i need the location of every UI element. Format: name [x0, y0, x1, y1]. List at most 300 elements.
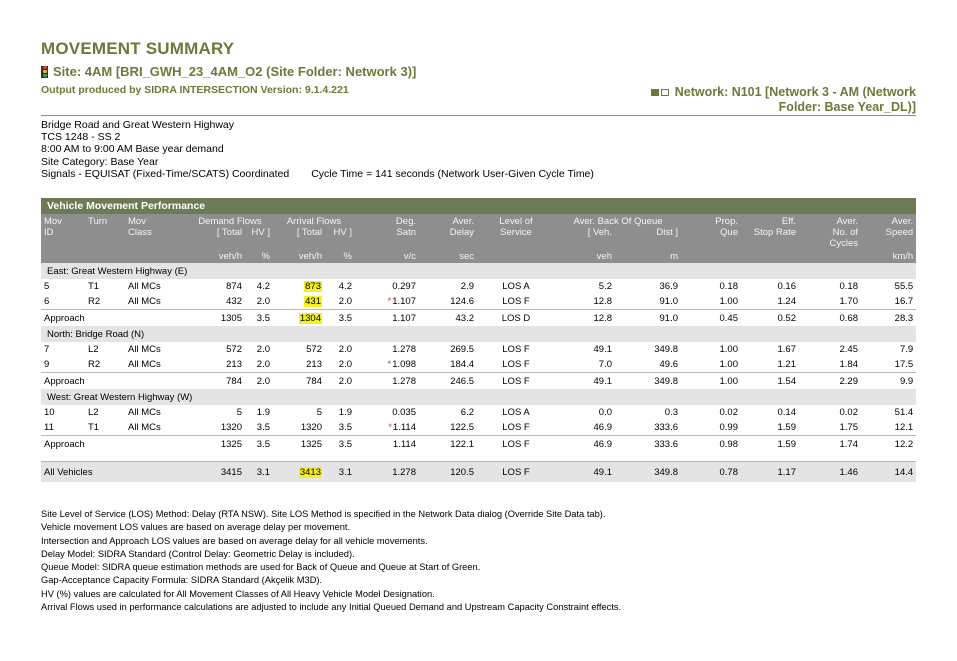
cell-value: 6.2 — [460, 407, 474, 418]
cell-dist — [615, 279, 681, 294]
traffic-signal-icon — [41, 66, 48, 78]
col-header-delay: Delay — [419, 227, 477, 238]
cell-value: 122.1 — [450, 438, 474, 450]
cell-delay — [419, 436, 477, 453]
cell-value: LOS A — [502, 281, 530, 292]
col-header-class: Class — [125, 227, 187, 238]
cell-delay — [419, 342, 477, 357]
cell-cyc — [799, 357, 861, 373]
cell-value: 49.1 — [593, 375, 612, 387]
cell-value: 0.45 — [719, 312, 738, 324]
cell-value: 1.107 — [392, 312, 416, 324]
cell-value: 349.8 — [654, 344, 678, 355]
cell-value: 3.1 — [256, 466, 270, 478]
cell-turn — [85, 405, 125, 420]
cell-veh — [555, 436, 615, 453]
cell-value: 2.0 — [338, 344, 352, 355]
cell-pq — [681, 294, 741, 310]
cell-veh — [555, 357, 615, 373]
cell-at — [273, 279, 325, 294]
cell-value: 7 — [44, 344, 50, 355]
cell-value: 0.0 — [598, 407, 612, 418]
approach-group-header — [41, 326, 916, 342]
cell-at — [273, 462, 325, 483]
cell-dist — [615, 462, 681, 483]
unit-label: km/h — [861, 249, 916, 263]
cell-dist — [615, 342, 681, 357]
cell-value: 46.9 — [593, 422, 612, 433]
cell-at — [273, 373, 325, 390]
movement-table-container — [41, 198, 916, 482]
cell-value: 5 — [236, 407, 242, 418]
cell-value: 3.5 — [338, 438, 352, 450]
cell-dos — [355, 436, 419, 453]
cell-value: 1.9 — [256, 407, 270, 418]
oversaturation-marker: * — [387, 359, 392, 370]
cell-dhv — [245, 294, 273, 310]
cell-id — [41, 294, 85, 310]
cell-value: 1.84 — [839, 359, 858, 370]
cell-value: 572 — [306, 344, 322, 355]
cell-ahv — [325, 420, 355, 436]
footnote: Queue Model: SIDRA queue estimation methods are used for Back of Queue and Queue at Start of Green. — [41, 562, 481, 573]
cell-value: 1.00 — [719, 375, 738, 387]
cell-delay — [419, 462, 477, 483]
cell-value: 0.68 — [839, 312, 858, 324]
cell-at — [273, 342, 325, 357]
header-row — [41, 214, 916, 227]
col-header-service: Service — [477, 227, 555, 238]
cell-veh — [555, 420, 615, 436]
cell-pq — [681, 310, 741, 327]
cell-los — [477, 373, 555, 390]
cell-value: 12.8 — [593, 296, 612, 307]
cell-value: 1.9 — [338, 407, 352, 418]
cell-value: 7.0 — [598, 359, 612, 370]
cell-value: 2.0 — [256, 359, 270, 370]
col-header-aver-cycles: Aver. — [799, 214, 861, 227]
cell-spd — [861, 373, 916, 390]
cell-delay — [419, 279, 477, 294]
cell-value: 12.1 — [894, 422, 914, 433]
col-header-los: Level of — [477, 214, 555, 227]
cell-spd — [861, 405, 916, 420]
cell-pq — [681, 279, 741, 294]
cell-value: 7.9 — [899, 344, 914, 355]
cell-delay — [419, 294, 477, 310]
cell-value: 1.67 — [777, 344, 796, 355]
col-header-mov: Mov — [41, 214, 85, 227]
cell-veh — [555, 342, 615, 357]
units-row — [41, 249, 916, 263]
cell-delay — [419, 420, 477, 436]
cell-value: 3413 — [299, 466, 321, 478]
cell-dos — [355, 294, 419, 310]
cell-ahv — [325, 279, 355, 294]
cell-value: 1.278 — [392, 344, 416, 355]
cell-esr — [741, 294, 799, 310]
cell-dt — [187, 294, 245, 310]
row-label: Approach — [41, 310, 187, 327]
cell-value: 0.02 — [719, 407, 738, 418]
cell-value: 784 — [306, 375, 322, 387]
cell-value: 246.5 — [450, 375, 474, 387]
cell-value: 5 — [316, 407, 322, 418]
cell-value: 6 — [44, 296, 50, 307]
cell-value: 28.3 — [894, 312, 914, 324]
cell-spd — [861, 462, 916, 483]
cell-value: 213 — [306, 359, 322, 370]
cell-value: 0.18 — [719, 281, 738, 292]
cell-cls — [125, 405, 187, 420]
cell-value: 0.52 — [777, 312, 796, 324]
cell-turn — [85, 420, 125, 436]
cell-dhv — [245, 405, 273, 420]
col-header-demand-total: [ Total — [187, 227, 245, 238]
cell-los — [477, 279, 555, 294]
site-info — [41, 119, 594, 180]
cell-value: 1.59 — [777, 422, 796, 433]
cell-value: 572 — [226, 344, 242, 355]
table-row — [41, 342, 916, 357]
cell-value: 1.24 — [777, 296, 796, 307]
cell-value: 2.29 — [839, 375, 858, 387]
cell-dist — [615, 420, 681, 436]
cell-value: All MCs — [128, 422, 161, 433]
cell-value: 2.0 — [256, 296, 270, 307]
approach-group-header — [41, 263, 916, 279]
cell-dhv — [245, 342, 273, 357]
cell-veh — [555, 462, 615, 483]
network-line-1: Network: N101 [Network 3 - AM (Network — [674, 85, 916, 99]
footnote: Intersection and Approach LOS values are based on average delay for all vehicle movements. — [41, 535, 428, 546]
approach-name: North: Bridge Road (N) — [41, 326, 916, 342]
cell-cyc — [799, 436, 861, 453]
cell-delay — [419, 310, 477, 327]
cell-value: T1 — [88, 281, 100, 292]
cell-value: All MCs — [128, 344, 161, 355]
cell-delay — [419, 405, 477, 420]
cell-value: 1.75 — [839, 422, 858, 433]
cell-spd — [861, 294, 916, 310]
cell-dhv — [245, 420, 273, 436]
cell-veh — [555, 294, 615, 310]
cell-value: 55.5 — [894, 281, 914, 292]
cell-value: LOS F — [502, 375, 530, 387]
cell-pq — [681, 373, 741, 390]
cell-value: R2 — [88, 359, 101, 370]
header-row — [41, 227, 916, 238]
unit-label: v/c — [355, 249, 419, 263]
cell-veh — [555, 373, 615, 390]
footnote: Vehicle movement LOS values are based on average delay per movement. — [41, 522, 351, 533]
footnotes — [41, 508, 621, 614]
cell-pq — [681, 462, 741, 483]
approach-row — [41, 436, 916, 453]
cell-dhv — [245, 310, 273, 327]
cell-cyc — [799, 279, 861, 294]
cell-value: 2.9 — [460, 281, 474, 292]
col-header-deg: Deg. — [355, 214, 419, 227]
cell-value: 3.5 — [338, 312, 352, 324]
cell-pq — [681, 436, 741, 453]
cell-value: 0.78 — [719, 466, 738, 478]
oversaturation-marker: * — [387, 296, 392, 307]
cell-cyc — [799, 342, 861, 357]
cell-value: 1.114 — [392, 422, 416, 433]
signals-info: Signals - EQUISAT (Fixed-Time/SCATS) Coordinated — [41, 167, 290, 180]
row-label: All Vehicles — [41, 462, 187, 483]
table-body — [41, 263, 916, 482]
unit-label: veh — [555, 249, 615, 263]
cell-turn — [85, 342, 125, 357]
row-spacer — [41, 452, 916, 462]
cell-ahv — [325, 373, 355, 390]
cell-at — [273, 294, 325, 310]
cell-value: 3.1 — [338, 466, 352, 478]
cell-dt — [187, 279, 245, 294]
cell-value: 14.4 — [894, 466, 914, 478]
cell-delay — [419, 357, 477, 373]
cell-cls — [125, 279, 187, 294]
cell-value: 3.5 — [338, 422, 352, 433]
cell-ahv — [325, 405, 355, 420]
cell-dt — [187, 357, 245, 373]
cell-esr — [741, 373, 799, 390]
cell-dhv — [245, 373, 273, 390]
cell-esr — [741, 462, 799, 483]
cell-value: T1 — [88, 422, 100, 433]
cell-ahv — [325, 294, 355, 310]
cell-value: 1325 — [300, 438, 322, 450]
cell-value: 12.8 — [593, 312, 612, 324]
table-row — [41, 420, 916, 436]
cell-spd — [861, 279, 916, 294]
cell-value: 1.00 — [719, 296, 738, 307]
footnote: Arrival Flows used in performance calculations are adjusted to include any Initial Queued Demand and Upstream Capacity Constraint effects. — [41, 602, 622, 613]
cell-value: LOS F — [502, 296, 530, 307]
cell-dos — [355, 357, 419, 373]
cell-value: 1.278 — [392, 375, 416, 387]
cell-value: 5 — [44, 281, 50, 292]
cell-cls — [125, 357, 187, 373]
cell-value: 1.46 — [839, 466, 858, 478]
cell-value: 1.098 — [392, 359, 416, 370]
report-title: MOVEMENT SUMMARY — [41, 39, 235, 58]
col-header-cycles: Cycles — [799, 238, 861, 249]
cell-value: 0.18 — [839, 281, 858, 292]
cell-spd — [861, 357, 916, 373]
cell-value: 432 — [226, 296, 242, 307]
cell-spd — [861, 436, 916, 453]
cell-value: 1.114 — [392, 438, 416, 450]
col-header-no-of: No. of — [799, 227, 861, 238]
cell-dhv — [245, 357, 273, 373]
cell-value: 12.2 — [894, 438, 914, 450]
cell-at — [273, 436, 325, 453]
cell-value: 51.4 — [894, 407, 914, 418]
cell-veh — [555, 279, 615, 294]
cell-dos — [355, 279, 419, 294]
cell-pq — [681, 420, 741, 436]
cell-value: 3.5 — [256, 438, 270, 450]
cell-value: 91.0 — [659, 296, 678, 307]
cell-value: 17.5 — [894, 359, 914, 370]
cell-value: 2.45 — [839, 344, 858, 355]
cell-value: 49.1 — [593, 344, 612, 355]
cell-value: 1.21 — [777, 359, 796, 370]
cell-value: LOS F — [502, 359, 530, 370]
cell-value: L2 — [88, 407, 99, 418]
footnote: HV (%) values are calculated for All Movement Classes of All Heavy Vehicle Model Designation. — [41, 588, 435, 599]
cell-pq — [681, 405, 741, 420]
cell-value: 49.6 — [659, 359, 678, 370]
cell-ahv — [325, 436, 355, 453]
cell-dos — [355, 342, 419, 357]
cell-dos — [355, 310, 419, 327]
cell-dist — [615, 294, 681, 310]
cell-id — [41, 279, 85, 294]
cell-los — [477, 462, 555, 483]
cell-spd — [861, 310, 916, 327]
cell-ahv — [325, 357, 355, 373]
cell-value: 1304 — [299, 312, 321, 324]
cell-value: 1.17 — [777, 466, 796, 478]
cell-value: 0.3 — [664, 407, 678, 418]
col-header-aver-delay: Aver. — [419, 214, 477, 227]
cell-dhv — [245, 436, 273, 453]
cell-value: 213 — [226, 359, 242, 370]
cell-esr — [741, 279, 799, 294]
cell-value: 0.297 — [392, 281, 416, 292]
cell-turn — [85, 357, 125, 373]
cell-at — [273, 405, 325, 420]
cell-value: 0.14 — [777, 407, 796, 418]
cell-los — [477, 420, 555, 436]
cell-dt — [187, 436, 245, 453]
col-header-demand-hv: HV ] — [245, 227, 273, 238]
cell-value: 36.9 — [659, 281, 678, 292]
cell-value: 43.2 — [455, 312, 474, 324]
cell-cyc — [799, 405, 861, 420]
cell-dos — [355, 405, 419, 420]
col-header-back-of-queue: Aver. Back Of Queue — [555, 214, 681, 227]
site-info-line: TCS 1248 - SS 2 — [41, 131, 121, 144]
col-header-mov-class: Mov — [125, 214, 187, 227]
col-header-blank — [85, 227, 125, 238]
cell-veh — [555, 405, 615, 420]
table-row — [41, 294, 916, 310]
cell-los — [477, 405, 555, 420]
cell-value: LOS D — [501, 312, 531, 324]
col-header-veh: [ Veh. — [555, 227, 615, 238]
cell-dist — [615, 436, 681, 453]
cell-value: 1320 — [220, 422, 242, 433]
cell-esr — [741, 357, 799, 373]
cell-value: 1.00 — [719, 359, 738, 370]
cell-dt — [187, 342, 245, 357]
cell-cyc — [799, 420, 861, 436]
cell-id — [41, 420, 85, 436]
cell-value: All MCs — [128, 407, 161, 418]
cell-value: 1.74 — [839, 438, 858, 450]
cell-value: 1.54 — [777, 375, 796, 387]
cell-value: 873 — [305, 281, 321, 292]
cell-esr — [741, 436, 799, 453]
cell-value: 2.0 — [256, 375, 270, 387]
cell-dist — [615, 310, 681, 327]
approach-group-header — [41, 389, 916, 405]
cell-value: 2.0 — [338, 359, 352, 370]
cell-value: L2 — [88, 344, 99, 355]
cell-dt — [187, 420, 245, 436]
cell-id — [41, 405, 85, 420]
col-header-satn: Satn — [355, 227, 419, 238]
cell-dhv — [245, 462, 273, 483]
cell-value: All MCs — [128, 281, 161, 292]
table-row — [41, 405, 916, 420]
cell-id — [41, 342, 85, 357]
row-label: Approach — [41, 436, 187, 453]
cell-dos — [355, 420, 419, 436]
oversaturation-marker: * — [388, 422, 392, 433]
table-row — [41, 279, 916, 294]
cell-los — [477, 294, 555, 310]
header-row — [41, 238, 916, 249]
col-header-turn: Turn — [85, 214, 125, 227]
col-header-arrival-total: [ Total — [273, 227, 325, 238]
cell-value: 333.6 — [654, 438, 678, 450]
col-header-dist: Dist ] — [615, 227, 681, 238]
cell-value: 1.59 — [777, 438, 796, 450]
cell-value: 122.5 — [450, 422, 474, 433]
cell-value: 0.98 — [719, 438, 738, 450]
cell-cyc — [799, 462, 861, 483]
site-title — [41, 64, 416, 79]
cell-value: 784 — [226, 375, 242, 387]
cell-value: 120.5 — [450, 466, 474, 478]
approach-name: East: Great Western Highway (E) — [41, 263, 916, 279]
col-header-speed: Speed — [861, 227, 916, 238]
cell-cls — [125, 420, 187, 436]
cell-id — [41, 357, 85, 373]
cell-value: All MCs — [128, 359, 161, 370]
cell-value: LOS F — [502, 466, 530, 478]
cell-value: 431 — [305, 296, 321, 307]
cell-esr — [741, 420, 799, 436]
col-header-demand-flows: Demand Flows — [187, 214, 273, 227]
cell-spd — [861, 342, 916, 357]
site-info-line — [41, 168, 594, 180]
cell-ahv — [325, 462, 355, 483]
col-header-aver-speed: Aver. — [861, 214, 916, 227]
cell-spd — [861, 420, 916, 436]
cell-value: 9.9 — [899, 375, 914, 387]
approach-row — [41, 373, 916, 390]
col-header-prop: Prop. — [681, 214, 741, 227]
cell-value: 333.6 — [654, 422, 678, 433]
cycle-time: Cycle Time = 141 seconds (Network User-Given Cycle Time) — [311, 167, 594, 180]
unit-label: % — [245, 249, 273, 263]
cell-value: R2 — [88, 296, 101, 307]
cell-dos — [355, 373, 419, 390]
cell-value: 2.0 — [256, 344, 270, 355]
col-header-que: Que — [681, 227, 741, 238]
table-row — [41, 357, 916, 373]
unit-label: veh/h — [273, 249, 325, 263]
cell-value: 1325 — [220, 438, 242, 450]
cell-cls — [125, 342, 187, 357]
